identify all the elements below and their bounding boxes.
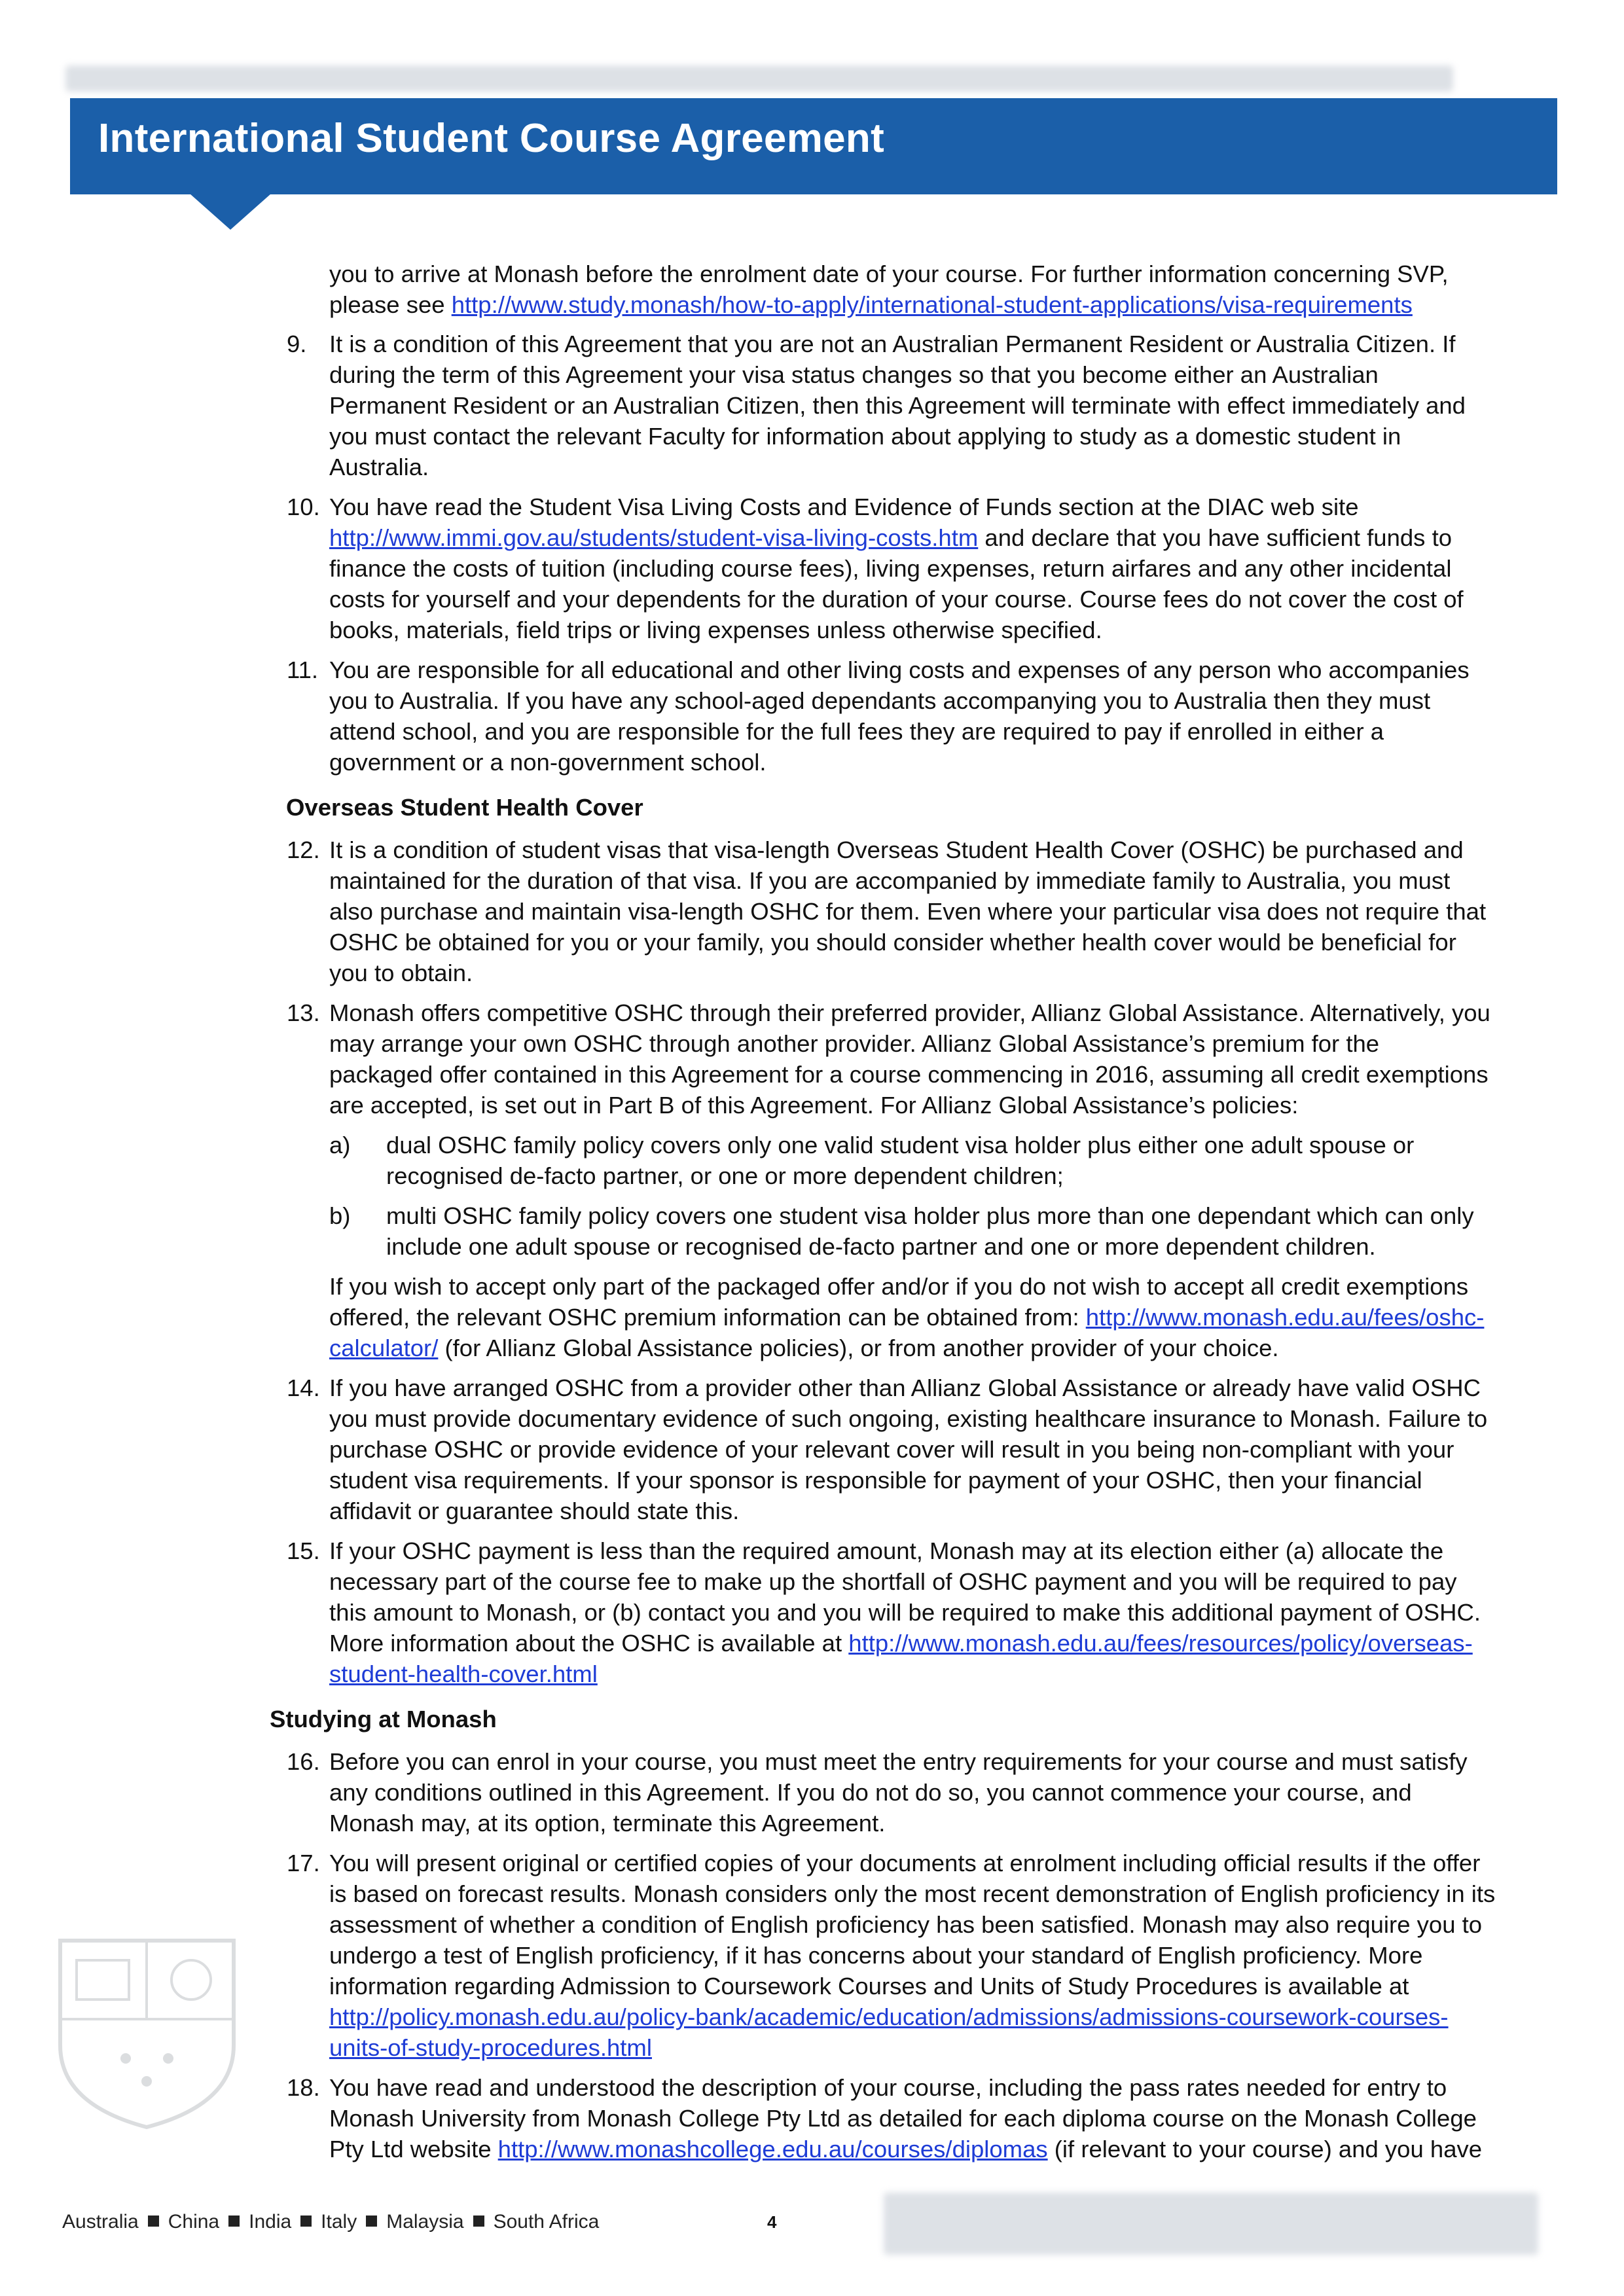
- line-text: also purchase and maintain visa-length OSHC for them. Even where your particular visa does not require that: [329, 898, 1487, 925]
- line-text: You have read and understood the description of your course, including the pass rates needed for entry to: [329, 2074, 1447, 2101]
- university-crest-watermark: [54, 1934, 240, 2130]
- line-text: Pty Ltd website: [329, 2136, 498, 2162]
- body-text-line: [329, 958, 473, 988]
- line-text: OSHC be obtained for you or your family, you should consider whether health cover would be beneficial for: [329, 929, 1456, 956]
- section-heading: Studying at Monash: [270, 1706, 497, 1732]
- line-text: include one adult spouse or recognised de-facto partner and one or more dependent children.: [386, 1233, 1376, 1260]
- line-text: finance the costs of tuition (including course fees), living expenses, return airfares and any other incidental: [329, 555, 1452, 582]
- line-text: You are responsible for all educational and other living costs and expenses of any person who accompanies: [329, 656, 1470, 683]
- clause-number: 14.: [287, 1374, 320, 1401]
- line-text: books, materials, field trips or living expenses unless otherwise specified.: [329, 617, 1102, 643]
- body-text-line: [329, 997, 1490, 1028]
- line-text: undergo a test of English proficiency, if it has concerns about your standard of English proficiency. More: [329, 1942, 1423, 1969]
- line-text: you to obtain.: [329, 960, 473, 986]
- body-text-line: [329, 329, 1456, 359]
- hyperlink[interactable]: http://policy.monash.edu.au/policy-bank/academic/education/admissions/admissions-coursework-courses-: [329, 2003, 1449, 2030]
- line-text: assessment of whether a condition of English proficiency has been satisfied. Monash may also require you to: [329, 1911, 1483, 1938]
- body-text-line: [329, 1777, 1412, 1808]
- line-text-after-link: (for Allianz Global Assistance policies), or from another provider of your choice.: [438, 1335, 1279, 1361]
- header-redacted-bar: [65, 65, 1453, 92]
- body-text-line: [329, 1746, 1468, 1777]
- body-text-line: [329, 1971, 1409, 2001]
- body-text-line: [329, 584, 1464, 615]
- line-text: government or a non-government school.: [329, 749, 767, 776]
- line-text: You have read the Student Visa Living Costs and Evidence of Funds section at the DIAC web site: [329, 493, 1359, 520]
- body-text-line: [329, 1372, 1481, 1403]
- line-text: It is a condition of this Agreement that you are not an Australian Permanent Resident or Australia Citizen. If: [329, 331, 1456, 357]
- footer-country: China: [168, 2211, 220, 2233]
- section-heading: Overseas Student Health Cover: [286, 794, 643, 821]
- line-text: affidavit or guarantee should state this.: [329, 1498, 740, 1524]
- clause-number: 15.: [287, 1537, 320, 1564]
- line-text: this amount to Monash, or (b) contact you and you will be required to make this additional payment of OSHC.: [329, 1599, 1481, 1626]
- line-text: Permanent Resident or an Australian Citizen, then this Agreement will terminate with effect immediately and: [329, 392, 1466, 419]
- body-text-line: [329, 1909, 1482, 1940]
- body-text-line: [329, 1535, 1443, 1566]
- body-text-line: [386, 1231, 1376, 1262]
- line-text: you to Australia. If you have any school-aged dependants accompanying you to Australia then they must: [329, 687, 1431, 714]
- body-text-line: [329, 289, 1413, 320]
- footer-country: Malaysia: [386, 2211, 464, 2233]
- line-text: purchase OSHC or provide evidence of your relevant cover will result in you being non-compliant with your: [329, 1436, 1454, 1463]
- clause-number: 11.: [287, 656, 319, 683]
- body-text-line: [329, 1496, 739, 1526]
- hyperlink[interactable]: http://www.study.monash/how-to-apply/international-student-applications/visa-requirements: [451, 291, 1413, 318]
- footer-country: Australia: [62, 2211, 139, 2233]
- footer-country: Italy: [321, 2211, 357, 2233]
- line-text: Before you can enrol in your course, you must meet the entry requirements for your course and must satisfy: [329, 1748, 1468, 1775]
- body-text-line: [329, 1333, 1279, 1363]
- hyperlink[interactable]: calculator/: [329, 1335, 439, 1361]
- line-text: are accepted, is set out in Part B of this Agreement. For Allianz Global Assistance’s policies:: [329, 1092, 1299, 1119]
- line-text: offered, the relevant OSHC premium information can be obtained from:: [329, 1304, 1086, 1331]
- body-text-line: [329, 896, 1486, 927]
- clause-number: 17.: [287, 1850, 320, 1876]
- clause-number: 12.: [287, 836, 320, 863]
- hyperlink[interactable]: http://www.monashcollege.edu.au/courses/diplomas: [497, 2136, 1048, 2162]
- hyperlink[interactable]: student-health-cover.html: [329, 1660, 598, 1687]
- footer-countries: [62, 2211, 599, 2233]
- line-text: It is a condition of student visas that visa-length Overseas Student Health Cover (OSHC) be purchased and: [329, 836, 1464, 863]
- clause-number: 9.: [287, 331, 307, 357]
- clause-number: a): [329, 1132, 351, 1158]
- body-text-line: [329, 865, 1450, 896]
- line-text: you to arrive at Monash before the enrolment date of your course. For further information concerning SVP,: [329, 260, 1449, 287]
- body-text-line: [329, 492, 1359, 522]
- body-text-line: [329, 1059, 1489, 1090]
- line-text: You will present original or certified copies of your documents at enrolment including official results if the offer: [329, 1850, 1481, 1876]
- line-text: you must contact the relevant Faculty for information about applying to study as a domestic student in: [329, 423, 1401, 450]
- line-text: you must provide documentary evidence of such ongoing, existing healthcare insurance to Monash. Failure to: [329, 1405, 1488, 1432]
- line-text: Monash offers competitive OSHC through their preferred provider, Allianz Global Assistance. Alternatively, you: [329, 999, 1490, 1026]
- body-text-line: [329, 716, 1384, 747]
- body-text-line: [329, 1597, 1481, 1628]
- body-text-line: [386, 1160, 1064, 1191]
- hyperlink[interactable]: units-of-study-procedures.html: [329, 2034, 652, 2061]
- body-text-line: [329, 259, 1449, 289]
- body-text-line: [329, 1434, 1454, 1465]
- body-text-line: [329, 1940, 1422, 1971]
- footer-separator: [228, 2215, 240, 2227]
- line-text: maintained for the duration of that visa. If you are accompanied by immediate family to Australia, you must: [329, 867, 1451, 894]
- body-text-line: [329, 615, 1102, 645]
- line-text: please see: [329, 291, 452, 318]
- footer-redacted-bar: [884, 2193, 1538, 2255]
- body-text-line: [329, 1028, 1379, 1059]
- body-text-line: [329, 1465, 1422, 1496]
- line-text: Monash may, at its option, terminate this Agreement.: [329, 1810, 886, 1837]
- body-text-line: [329, 2001, 1449, 2032]
- body-text-line: [329, 655, 1470, 685]
- body-text-line: [329, 2072, 1447, 2103]
- body-text-line: [329, 1878, 1495, 1909]
- body-text-line: [329, 2032, 652, 2063]
- line-text-after-link: and declare that you have sufficient funds to: [978, 524, 1453, 551]
- body-text-line: [329, 927, 1456, 958]
- body-text-line: [329, 2134, 1482, 2164]
- line-text-after-link: (if relevant to your course) and you have: [1047, 2136, 1483, 2162]
- clause-number: 18.: [287, 2074, 320, 2101]
- footer-separator: [366, 2215, 377, 2227]
- body-text-line: [386, 1130, 1414, 1160]
- line-text: If you wish to accept only part of the packaged offer and/or if you do not wish to accept all credit exemptions: [329, 1273, 1469, 1300]
- body-text-line: [329, 1808, 885, 1839]
- body-text-line: [329, 1628, 1473, 1659]
- line-text: attend school, and you are responsible for the full fees they are required to pay if enrolled in either a: [329, 718, 1384, 745]
- line-text: dual OSHC family policy covers only one valid student visa holder plus either one adult spouse or: [386, 1132, 1415, 1158]
- body-text-line: [329, 553, 1451, 584]
- hyperlink[interactable]: http://www.monash.edu.au/fees/resources/policy/overseas-: [848, 1630, 1473, 1657]
- body-text-line: [329, 359, 1379, 390]
- body-text-line: [329, 1566, 1457, 1597]
- body-text-line: [329, 685, 1430, 716]
- line-text: necessary part of the course fee to make up the shortfall of OSHC payment and you will be required to pay: [329, 1568, 1457, 1595]
- hyperlink[interactable]: http://www.immi.gov.au/students/student-visa-living-costs.htm: [329, 524, 979, 551]
- footer-separator: [473, 2215, 484, 2227]
- body-text-line: [329, 1848, 1480, 1878]
- footer-country: South Africa: [493, 2211, 600, 2233]
- line-text: any conditions outlined in this Agreement. If you do not do so, you cannot commence your course, and: [329, 1779, 1412, 1806]
- line-text: during the term of this Agreement your visa status changes so that you become either an Australian: [329, 361, 1379, 388]
- footer-country: India: [249, 2211, 292, 2233]
- line-text: costs for yourself and your dependents for the duration of your course. Course fees do not cover the cost of: [329, 586, 1464, 613]
- body-text-line: [329, 1403, 1487, 1434]
- clause-number: 13.: [287, 999, 320, 1026]
- footer-separator: [300, 2215, 312, 2227]
- page-title: International Student Course Agreement: [98, 116, 885, 161]
- line-text: Australia.: [329, 454, 429, 480]
- hyperlink[interactable]: http://www.monash.edu.au/fees/oshc-: [1085, 1304, 1485, 1331]
- body-text-line: [329, 1659, 598, 1689]
- clause-number: 16.: [287, 1748, 320, 1775]
- body-text-line: [329, 1090, 1298, 1121]
- body-text-line: [329, 1271, 1468, 1302]
- line-text: packaged offer contained in this Agreement for a course commencing in 2016, assuming all credit exemptions: [329, 1061, 1489, 1088]
- body-text-line: [329, 390, 1466, 421]
- body-text-line: [329, 522, 1452, 553]
- body-text-line: [329, 747, 767, 778]
- clause-number: b): [329, 1202, 351, 1229]
- line-text: If your OSHC payment is less than the required amount, Monash may at its election either (a) allocate the: [329, 1537, 1444, 1564]
- line-text: Monash University from Monash College Pty Ltd as detailed for each diploma course on the Monash College: [329, 2105, 1477, 2132]
- line-text: information regarding Admission to Coursework Courses and Units of Study Procedures is available at: [329, 1973, 1409, 2000]
- body-text-line: [329, 1302, 1484, 1333]
- line-text: recognised de-facto partner, or one or more dependent children;: [386, 1162, 1064, 1189]
- line-text: More information about the OSHC is available at: [329, 1630, 849, 1657]
- body-text-line: [329, 834, 1464, 865]
- line-text: is based on forecast results. Monash considers only the most recent demonstration of English proficiency in its: [329, 1880, 1496, 1907]
- line-text: student visa requirements. If your sponsor is responsible for payment of your OSHC, then your financial: [329, 1467, 1422, 1494]
- header-notch: [190, 194, 271, 230]
- body-text-line: [386, 1200, 1474, 1231]
- body-text-line: [329, 2103, 1477, 2134]
- clause-number: 10.: [287, 493, 320, 520]
- body-text-line: [329, 452, 429, 482]
- body-text-line: [329, 421, 1401, 452]
- footer-separator: [148, 2215, 159, 2227]
- line-text: If you have arranged OSHC from a provider other than Allianz Global Assistance or already have valid OSHC: [329, 1374, 1481, 1401]
- line-text: may arrange your own OSHC through another provider. Allianz Global Assistance’s premium for the: [329, 1030, 1380, 1057]
- page-number: 4: [767, 2212, 777, 2232]
- line-text: multi OSHC family policy covers one student visa holder plus more than one dependant which can only: [386, 1202, 1474, 1229]
